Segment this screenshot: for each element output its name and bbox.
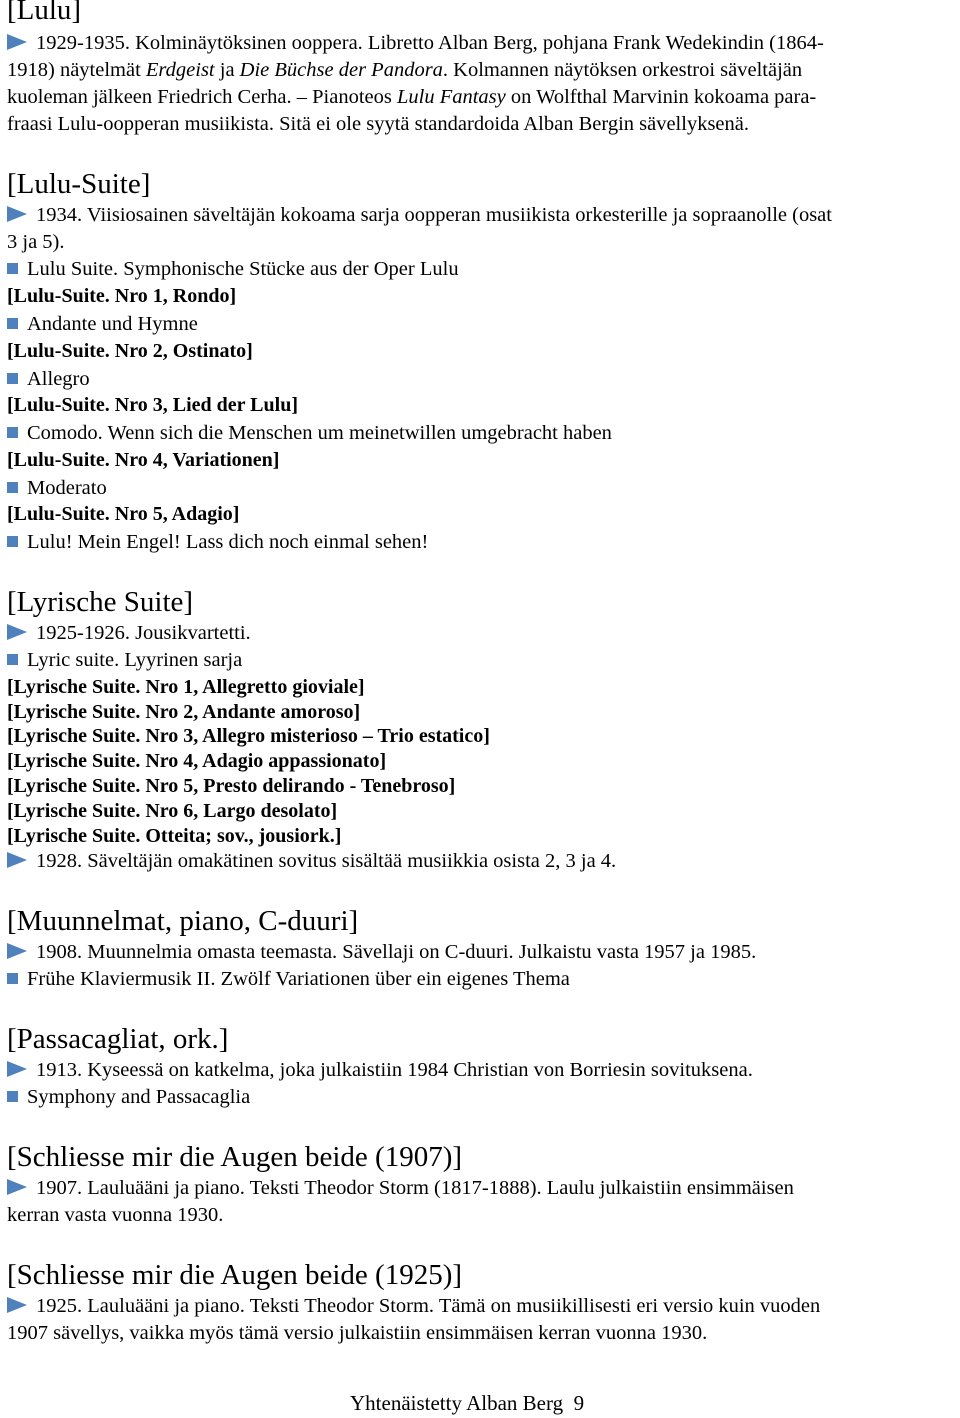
lulu-suite-item: Andante und Hymne [7,311,198,338]
lulu-desc-line-1: 1929-1935. Kolminäytöksinen ooppera. Libretto Alban Berg, pohjana Frank Wedekindin (1864- [7,30,824,57]
right-triangle-icon [7,1061,27,1077]
lyrische-item: [Lyrische Suite. Nro 5, Presto delirando - Tenebroso] [7,775,456,797]
lyrische-item: [Lyrische Suite. Nro 2, Andante amoroso] [7,701,361,723]
lulu-suite-item: Moderato [7,475,107,502]
square-bullet-icon [7,263,18,274]
passacagliat-desc: 1913. Kyseessä on katkelma, joka julkaistiin 1984 Christian von Borriesin sovituksena. [7,1057,753,1084]
lulu-desc-line-3: kuoleman jälkeen Friedrich Cerha. – Pianoteos Lulu Fantasy on Wolfthal Marvinin kokoama para- [7,86,817,108]
lulu-desc-line-4: fraasi Lulu-oopperan musiikista. Sitä ei ole syytä standardoida Alban Bergin sävellyksenä. [7,113,750,135]
square-bullet-icon [7,654,18,665]
right-triangle-icon [7,852,27,868]
lyrische-item: [Lyrische Suite. Otteita; sov., jousiork.] [7,825,342,847]
lyrische-desc: 1925-1926. Jousikvartetti. [7,620,251,647]
square-bullet-icon [7,427,18,438]
muunnelmat-desc: 1908. Muunnelmia omasta teemasta. Sävellaji on C-duuri. Julkaistu vasta 1957 ja 1985. [7,939,756,966]
square-bullet-icon [7,373,18,384]
right-triangle-icon [7,206,27,222]
passacagliat-alt-title: Symphony and Passacaglia [7,1084,250,1111]
lulu-suite-item: Lulu Suite. Symphonische Stücke aus der Oper Lulu [7,256,459,283]
lulu-suite-item: Lulu! Mein Engel! Lass dich noch einmal sehen! [7,529,428,556]
lulu-suite-item: [Lulu-Suite. Nro 4, Variationen] [7,449,280,471]
lyrische-item: [Lyrische Suite. Nro 4, Adagio appassionato] [7,750,387,772]
lulu-suite-item: [Lulu-Suite. Nro 3, Lied der Lulu] [7,394,298,416]
schliesse-1925-desc-line-1: 1925. Lauluääni ja piano. Teksti Theodor Storm. Tämä on musiikillisesti eri versio kuin vuoden [7,1293,820,1320]
square-bullet-icon [7,536,18,547]
section-title-lulu-suite: [Lulu-Suite] [7,168,151,200]
lyrische-item: [Lyrische Suite. Nro 6, Largo desolato] [7,800,338,822]
section-title-schliesse-1925: [Schliesse mir die Augen beide (1925)] [7,1259,463,1291]
right-triangle-icon [7,943,27,959]
lyrische-item: [Lyrische Suite. Nro 3, Allegro misterioso – Trio estatico] [7,725,490,747]
right-triangle-icon [7,1179,27,1195]
lyrische-desc-2: 1928. Säveltäjän omakätinen sovitus sisältää musiikkia osista 2, 3 ja 4. [7,848,616,875]
square-bullet-icon [7,318,18,329]
lulu-suite-item: [Lulu-Suite. Nro 5, Adagio] [7,503,240,525]
section-title-lulu: [Lulu] [7,0,82,26]
right-triangle-icon [7,624,27,640]
section-title-lyrische-suite: [Lyrische Suite] [7,586,194,618]
schliesse-1907-desc-line-2: kerran vasta vuonna 1930. [7,1204,224,1226]
section-title-passacagliat: [Passacagliat, ork.] [7,1023,229,1055]
right-triangle-icon [7,34,27,50]
footer-title: Yhtenäistetty Alban Berg [350,1391,564,1415]
lyrische-alt-title: Lyric suite. Lyyrinen sarja [7,647,242,674]
schliesse-1925-desc-line-2: 1907 sävellys, vaikka myös tämä versio julkaistiin ensimmäisen kerran vuonna 1930. [7,1322,708,1344]
section-title-muunnelmat: [Muunnelmat, piano, C-duuri] [7,905,359,937]
page-footer [350,1390,584,1416]
lulu-suite-item: Comodo. Wenn sich die Menschen um meinetwillen umgebracht haben [7,420,612,447]
lulu-suite-item: [Lulu-Suite. Nro 1, Rondo] [7,285,237,307]
schliesse-1907-desc-line-1: 1907. Lauluääni ja piano. Teksti Theodor Storm (1817-1888). Laulu julkaistiin ensimmäisen [7,1175,794,1202]
square-bullet-icon [7,482,18,493]
muunnelmat-alt-title: Frühe Klaviermusik II. Zwölf Variationen über ein eigenes Thema [7,966,570,993]
lulu-suite-desc-line-1: 1934. Viisiosainen säveltäjän kokoama sarja oopperan musiikista orkesterille ja sopraanolle (osat [7,202,832,229]
right-triangle-icon [7,1297,27,1313]
square-bullet-icon [7,973,18,984]
section-title-schliesse-1907: [Schliesse mir die Augen beide (1907)] [7,1141,463,1173]
lulu-suite-item: Allegro [7,366,90,393]
square-bullet-icon [7,1091,18,1102]
lulu-suite-desc-line-2: 3 ja 5). [7,231,65,253]
page-number: 9 [573,1391,585,1415]
lulu-desc-line-2: 1918) näytelmät Erdgeist ja Die Büchse der Pandora. Kolmannen näytöksen orkestroi säveltäjän [7,59,803,81]
lyrische-item: [Lyrische Suite. Nro 1, Allegretto gioviale] [7,676,365,698]
lulu-suite-item: [Lulu-Suite. Nro 2, Ostinato] [7,340,253,362]
